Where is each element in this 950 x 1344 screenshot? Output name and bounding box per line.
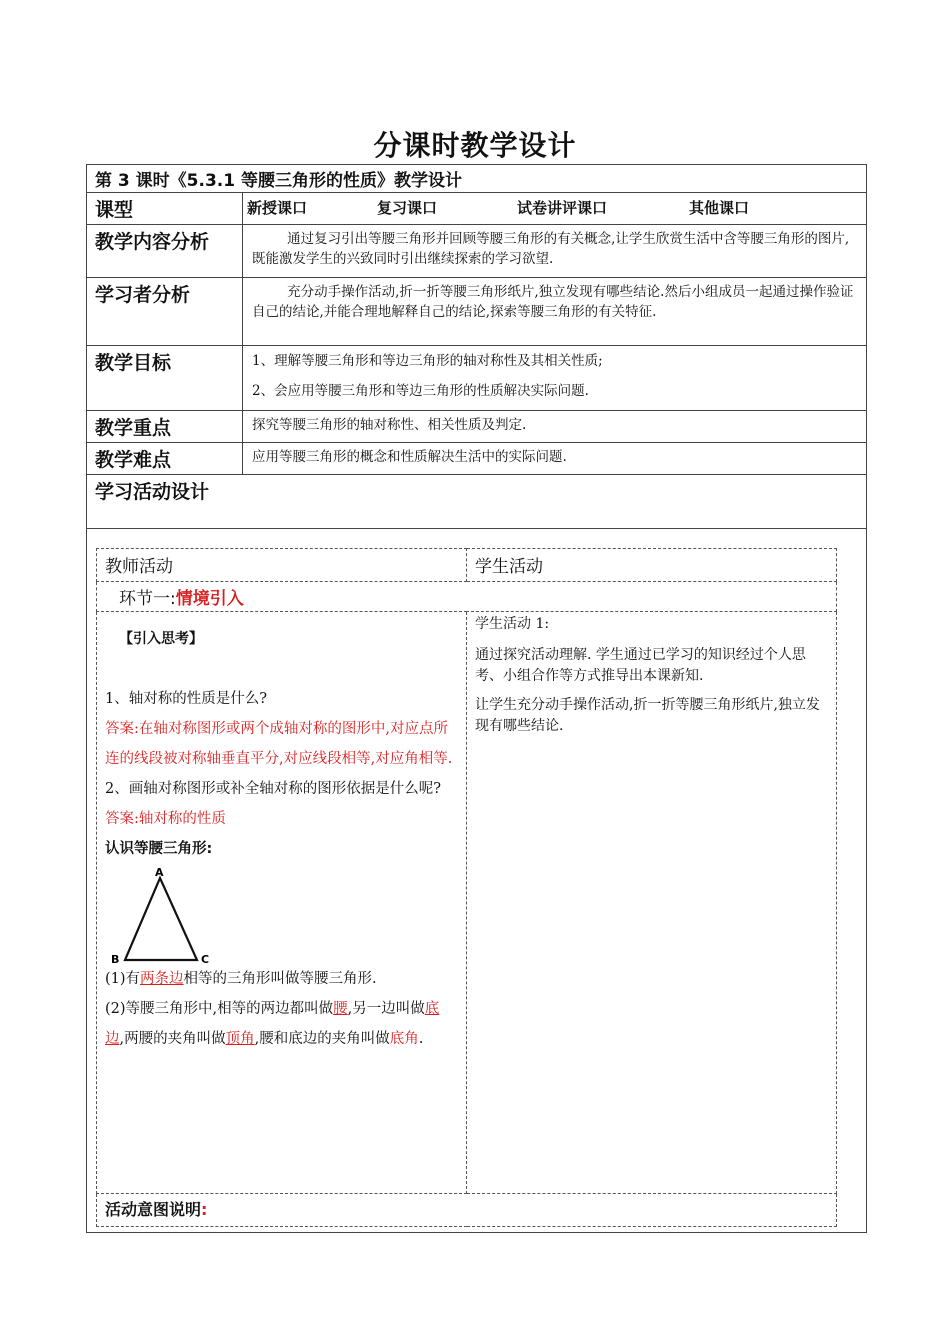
vertex-label-c: C bbox=[201, 953, 210, 964]
section-name: 情境引入 bbox=[175, 589, 244, 609]
goal-item: 1、理解等腰三角形和等边三角形的轴对称性及其相关性质; bbox=[252, 353, 603, 369]
question-2: 2、画轴对称图形或补全轴对称的图形依据是什么呢? bbox=[105, 781, 441, 797]
activity-table bbox=[96, 548, 836, 1228]
student-activity-paragraph: 通过探究活动理解. 学生通过已学习的知识经过个人思考、小组合作等方式推导出本课新知. bbox=[475, 647, 806, 684]
vertex-label-a: A bbox=[155, 866, 164, 879]
student-activity-paragraph: 让学生充分动手操作活动,折一折等腰三角形纸片,独立发现有哪些结论. bbox=[475, 697, 820, 734]
student-activity-cell bbox=[467, 612, 837, 1194]
question-1: 1、轴对称的性质是什么? bbox=[105, 691, 267, 707]
type-option-new[interactable]: 新授课口 bbox=[247, 199, 308, 217]
content-analysis-text: 通过复习引出等腰三角形并回顾等腰三角形的有关概念,让学生欣赏生活中含等腰三角形的图片,既能激发学生的兴致同时引出继续探索的学习欲望. bbox=[252, 231, 850, 267]
learner-analysis-text: 充分动手操作活动,折一折等腰三角形纸片,独立发现有哪些结论.然后小组成员一起通过操作验证自己的结论,并能合理地解释自己的结论,探索等腰三角形的有关特征. bbox=[252, 284, 854, 320]
isosceles-triangle-figure bbox=[105, 864, 225, 964]
key-point-label: 教学重点 bbox=[87, 411, 243, 443]
definition-2: (2)等腰三角形中,相等的两边都叫做腰,另一边叫做底边,两腰的夹角叫做顶角,腰和底边的夹角叫做底角. bbox=[105, 1001, 440, 1047]
definition-1: (1)有两条边相等的三角形叫做等腰三角形. bbox=[105, 971, 377, 987]
type-option-exam[interactable]: 试卷讲评课口 bbox=[517, 199, 608, 217]
content-analysis-label: 教学内容分析 bbox=[87, 225, 243, 278]
triangle-shape bbox=[125, 878, 197, 960]
teacher-activity-header: 教师活动 bbox=[97, 549, 467, 582]
activity-design-label: 学习活动设计 bbox=[87, 475, 867, 529]
student-activity-header: 学生活动 bbox=[467, 549, 837, 582]
type-option-other[interactable]: 其他课口 bbox=[689, 199, 750, 217]
type-option-review[interactable]: 复习课口 bbox=[377, 199, 438, 217]
type-label: 课型 bbox=[87, 193, 243, 225]
goal-label: 教学目标 bbox=[87, 346, 243, 411]
activity-intent-label: 活动意图说明 bbox=[105, 1200, 202, 1219]
answer-2: 答案:轴对称的性质 bbox=[105, 811, 226, 827]
section-heading: 环节一:情境引入 bbox=[97, 582, 837, 612]
page-title: 分课时教学设计 bbox=[373, 129, 577, 162]
vertex-label-b: B bbox=[111, 953, 120, 964]
goal-item: 2、会应用等腰三角形和等边三角形的性质解决实际问题. bbox=[252, 383, 589, 399]
learner-analysis-label: 学习者分析 bbox=[87, 278, 243, 346]
activity-intent: 活动意图说明: bbox=[97, 1194, 837, 1227]
student-activity-title: 学生活动 1: bbox=[475, 616, 550, 632]
key-point-text: 探究等腰三角形的轴对称性、相关性质及判定. bbox=[243, 411, 867, 443]
answer-1: 答案:在轴对称图形或两个成轴对称的图形中,对应点所连的线段被对称轴垂直平分,对应线段相等,对应角相等. bbox=[105, 721, 453, 767]
lesson-type-options bbox=[243, 193, 867, 225]
know-isosceles-heading: 认识等腰三角形: bbox=[105, 841, 213, 857]
teacher-activity-cell bbox=[97, 612, 467, 1194]
difficulty-label: 教学难点 bbox=[87, 443, 243, 475]
intro-tag: 【引入思考】 bbox=[119, 631, 203, 647]
lesson-heading: 第 3 课时《5.3.1 等腰三角形的性质》教学设计 bbox=[87, 165, 867, 193]
difficulty-text: 应用等腰三角形的概念和性质解决生活中的实际问题. bbox=[243, 443, 867, 475]
